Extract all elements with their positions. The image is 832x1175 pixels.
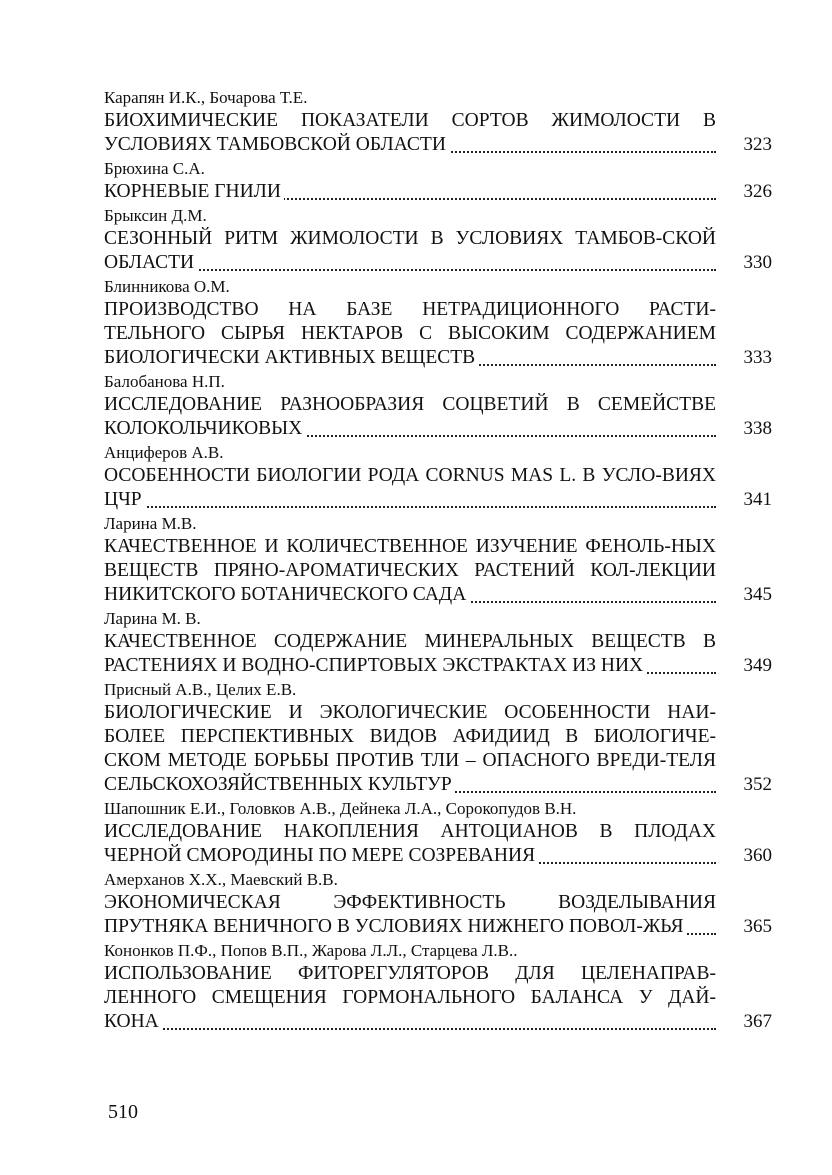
entry-title-row <box>104 820 772 868</box>
entry-title <box>104 393 716 441</box>
entry-title-row <box>104 630 772 678</box>
toc-entry <box>104 157 772 204</box>
entry-title <box>104 298 716 370</box>
entry-authors: Амерханов Х.Х., Маевский В.В. <box>104 870 338 889</box>
entry-page-number: 365 <box>743 916 772 937</box>
entry-title-text: ИССЛЕДОВАНИЕ НАКОПЛЕНИЯ АНТОЦИАНОВ В ПЛОДАХ ЧЕРНОЙ СМОРОДИНЫ ПО МЕРЕ СОЗРЕВАНИЯ <box>104 821 716 866</box>
entry-title-text: СЕЗОННЫЙ РИТМ ЖИМОЛОСТИ В УСЛОВИЯХ ТАМБОВ-СКОЙ ОБЛАСТИ <box>104 228 716 273</box>
entry-page-number: 349 <box>743 655 772 676</box>
entry-title <box>104 464 716 512</box>
entry-title-text: ИСПОЛЬЗОВАНИЕ ФИТОРЕГУЛЯТОРОВ ДЛЯ ЦЕЛЕНАПРАВ-ЛЕННОГО СМЕЩЕНИЯ ГОРМОНАЛЬНОГО БАЛАНСА У ДАЙ-КОНА <box>104 963 716 1032</box>
toc-entry <box>104 86 772 157</box>
entry-title <box>104 630 716 678</box>
entry-title-row <box>104 535 772 607</box>
entry-title <box>104 227 716 275</box>
entry-title <box>104 535 716 607</box>
entry-title <box>104 820 716 868</box>
page-number-footer: 510 <box>108 1101 138 1123</box>
entry-page-number: 338 <box>743 418 772 439</box>
toc-entry <box>104 512 772 607</box>
entry-title <box>104 180 716 204</box>
dot-leader <box>104 506 716 508</box>
entry-title-row <box>104 227 772 275</box>
entry-page-number: 330 <box>743 252 772 273</box>
entry-title-text: БИОХИМИЧЕСКИЕ ПОКАЗАТЕЛИ СОРТОВ ЖИМОЛОСТИ В УСЛОВИЯХ ТАМБОВСКОЙ ОБЛАСТИ <box>104 110 716 155</box>
entry-authors: Карапян И.К., Бочарова Т.Е. <box>104 88 308 107</box>
entry-authors: Шапошник Е.И., Головков А.В., Дейнека Л.А., Сорокопудов В.Н. <box>104 799 577 818</box>
entry-title <box>104 109 716 157</box>
entry-page-number: 352 <box>743 774 772 795</box>
entry-authors: Присный А.В., Целих Е.В. <box>104 680 297 699</box>
entry-title-row <box>104 180 772 204</box>
toc-entry <box>104 868 772 939</box>
entry-authors: Брюхина С.А. <box>104 159 205 178</box>
entry-page-number: 360 <box>743 845 772 866</box>
entry-title-row <box>104 891 772 939</box>
entry-title-text: ИССЛЕДОВАНИЕ РАЗНООБРАЗИЯ СОЦВЕТИЙ В СЕМЕЙСТВЕ КОЛОКОЛЬЧИКОВЫХ <box>104 394 716 439</box>
toc-entry <box>104 441 772 512</box>
entry-title-row <box>104 464 772 512</box>
toc-entry <box>104 797 772 868</box>
entry-page-number: 345 <box>743 584 772 605</box>
entry-title-row <box>104 393 772 441</box>
entry-title <box>104 701 716 797</box>
entry-title-row <box>104 962 772 1034</box>
entry-title <box>104 962 716 1034</box>
toc-entry <box>104 370 772 441</box>
entry-title-row <box>104 701 772 797</box>
entry-authors: Анциферов А.В. <box>104 443 224 462</box>
toc-entry <box>104 678 772 797</box>
entry-title-text: БИОЛОГИЧЕСКИЕ И ЭКОЛОГИЧЕСКИЕ ОСОБЕННОСТИ НАИ-БОЛЕЕ ПЕРСПЕКТИВНЫХ ВИДОВ АФИДИИД В БИОЛОГИЧЕ-СКОМ МЕТОДЕ БОРЬБЫ ПРОТИВ ТЛИ – ОПАСНОГО ВРЕДИ-ТЕЛЯ СЕЛЬСКОХОЗЯЙСТВЕННЫХ КУЛЬТУР <box>104 702 716 795</box>
entry-authors: Ларина М. В. <box>104 609 201 628</box>
entry-title-text: КОРНЕВЫЕ ГНИЛИ <box>104 181 284 202</box>
entry-page-number: 367 <box>743 1011 772 1032</box>
entry-title-text: ЭКОНОМИЧЕСКАЯ ЭФФЕКТИВНОСТЬ ВОЗДЕЛЫВАНИЯ ПРУТНЯКА ВЕНИЧНОГО В УСЛОВИЯХ НИЖНЕГО ПОВОЛ-ЖЬЯ <box>104 892 716 937</box>
entry-title-text: ПРОИЗВОДСТВО НА БАЗЕ НЕТРАДИЦИОННОГО РАСТИ-ТЕЛЬНОГО СЫРЬЯ НЕКТАРОВ С ВЫСОКИМ СОДЕРЖАНИЕМ БИОЛОГИЧЕСКИ АКТИВНЫХ ВЕЩЕСТВ <box>104 299 716 368</box>
entry-page-number: 341 <box>743 489 772 510</box>
entry-page-number: 323 <box>743 134 772 155</box>
entry-authors: Брыксин Д.М. <box>104 206 207 225</box>
entry-title <box>104 891 716 939</box>
toc-entry <box>104 204 772 275</box>
entry-title-text: КАЧЕСТВЕННОЕ СОДЕРЖАНИЕ МИНЕРАЛЬНЫХ ВЕЩЕСТВ В РАСТЕНИЯХ И ВОДНО-СПИРТОВЫХ ЭКСТРАКТАХ ИЗ НИХ <box>104 631 716 676</box>
toc-entry <box>104 939 772 1034</box>
entry-authors: Балобанова Н.П. <box>104 372 225 391</box>
entry-title-text: КАЧЕСТВЕННОЕ И КОЛИЧЕСТВЕННОЕ ИЗУЧЕНИЕ ФЕНОЛЬ-НЫХ ВЕЩЕСТВ ПРЯНО-АРОМАТИЧЕСКИХ РАСТЕНИЙ КОЛ-ЛЕКЦИИ НИКИТСКОГО БОТАНИЧЕСКОГО САДА <box>104 536 716 605</box>
table-of-contents <box>104 86 772 1034</box>
entry-title-row <box>104 109 772 157</box>
entry-authors: Блинникова О.М. <box>104 277 230 296</box>
dot-leader <box>104 1028 716 1030</box>
entry-title-row <box>104 298 772 370</box>
toc-entry <box>104 275 772 370</box>
toc-entry <box>104 607 772 678</box>
entry-title-text: ОСОБЕННОСТИ БИОЛОГИИ РОДА CORNUS MAS L. В УСЛО-ВИЯХ ЦЧР <box>104 465 716 510</box>
entry-authors: Ларина М.В. <box>104 514 197 533</box>
entry-page-number: 326 <box>743 181 772 202</box>
entry-authors: Кононков П.Ф., Попов В.П., Жарова Л.Л., Старцева Л.В.. <box>104 941 518 960</box>
entry-page-number: 333 <box>743 347 772 368</box>
